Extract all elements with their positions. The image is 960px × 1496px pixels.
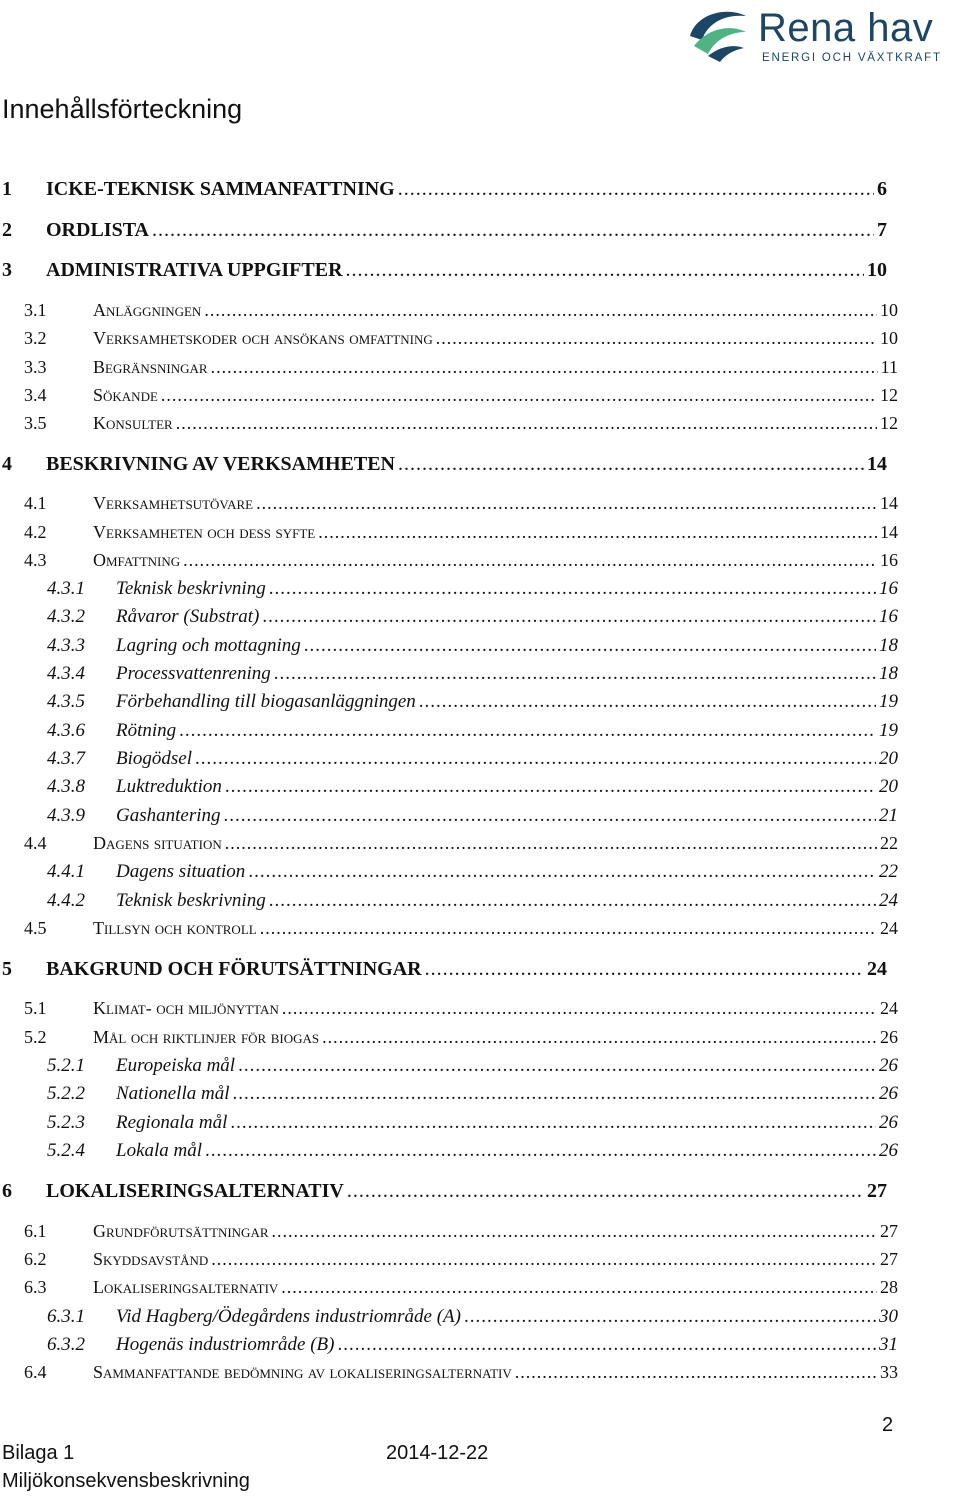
toc-entry-number: 4.5: [24, 918, 47, 938]
toc-entry-page: 10: [867, 259, 887, 281]
toc-entry-page: 10: [880, 328, 898, 348]
toc-entry-number: 1: [2, 178, 12, 200]
toc-entry-page: 11: [880, 357, 898, 377]
toc-entry-title: ADMINISTRATIVA UPPGIFTER: [46, 259, 343, 281]
toc-entry-number: 5.2.3: [47, 1112, 85, 1133]
toc-entry-title: Verksamheten och dess syfte: [93, 522, 316, 542]
toc-entry-number: 4.4: [24, 833, 47, 853]
toc-entry[interactable]: [2, 219, 887, 242]
toc-entry[interactable]: [47, 861, 898, 883]
toc-entry-number: 5.2.2: [47, 1083, 85, 1104]
toc-entry-title: Anläggningen: [93, 300, 202, 320]
toc-entry-page: 31: [879, 1334, 898, 1355]
toc-entry-page: 26: [879, 1140, 898, 1161]
toc-entry-page: 16: [880, 550, 898, 570]
toc-entry[interactable]: [24, 833, 898, 854]
logo-name: Rena hav: [758, 6, 934, 50]
toc-entry-page: 20: [879, 776, 898, 797]
toc-entry-page: 12: [880, 413, 898, 433]
toc-entry-page: 7: [877, 219, 887, 241]
toc-dot-leader: [281, 1277, 877, 1298]
toc-entry[interactable]: [47, 635, 898, 657]
toc-entry[interactable]: [47, 1112, 898, 1134]
toc-entry-page: 12: [880, 385, 898, 405]
toc-dot-leader: [347, 1180, 864, 1203]
toc-dot-leader: [318, 522, 877, 543]
toc-entry-number: 5.1: [24, 998, 47, 1018]
toc-entry[interactable]: [2, 958, 887, 981]
toc-entry-title: LOKALISERINGSALTERNATIV: [46, 1180, 344, 1202]
toc-entry-number: 3.5: [24, 413, 47, 433]
toc-entry-number: 3.4: [24, 385, 47, 405]
toc-entry[interactable]: [47, 890, 898, 912]
toc-entry-title: BAKGRUND OCH FÖRUTSÄTTNINGAR: [46, 958, 422, 980]
toc-entry-number: 6.3: [24, 1277, 47, 1297]
toc-entry-number: 4.3.7: [47, 748, 85, 769]
toc-dot-leader: [269, 890, 876, 912]
toc-entry-number: 3: [2, 259, 12, 281]
toc-entry-page: 19: [879, 691, 898, 712]
toc-entry-page: 14: [880, 522, 898, 542]
toc-entry-title: Dagens situation: [93, 833, 222, 853]
toc-entry-number: 6.3.1: [47, 1306, 85, 1327]
toc-dot-leader: [260, 918, 877, 939]
toc-entry-number: 4.3.2: [47, 606, 85, 627]
toc-entry-page: 21: [879, 805, 898, 826]
toc-entry[interactable]: [24, 1249, 898, 1270]
toc-entry-title: Klimat- och miljönyttan: [93, 998, 279, 1018]
toc-entry-page: 16: [879, 606, 898, 627]
toc-entry-page: 27: [880, 1249, 898, 1269]
toc-dot-leader: [436, 328, 877, 349]
toc-entry-title: Regionala mål: [116, 1112, 228, 1133]
toc-entry-number: 5: [2, 958, 12, 980]
toc-entry-page: 24: [867, 958, 887, 980]
toc-entry-title: ORDLISTA: [46, 219, 149, 241]
toc-entry-title: Teknisk beskrivning: [116, 578, 266, 599]
toc-entry-number: 4.2: [24, 522, 47, 542]
toc-entry-page: 22: [880, 833, 898, 853]
toc-entry-title: Begränsningar: [93, 357, 208, 377]
toc-entry-title: Sökande: [93, 385, 158, 405]
toc-entry-number: 6.3.2: [47, 1334, 85, 1355]
toc-entry[interactable]: [47, 663, 898, 685]
toc-entry[interactable]: [47, 1306, 898, 1328]
toc-entry-number: 3.3: [24, 357, 47, 377]
footer-attachment: Bilaga 1: [2, 1442, 75, 1464]
toc-dot-leader: [152, 219, 874, 242]
toc-entry[interactable]: [47, 1140, 898, 1162]
toc-entry[interactable]: [47, 691, 898, 713]
toc-dot-leader: [346, 259, 864, 282]
toc-dot-leader: [282, 998, 877, 1019]
toc-entry-number: 6: [2, 1180, 12, 1202]
toc-entry-page: 26: [879, 1112, 898, 1133]
toc-entry-title: Grundförutsättningar: [93, 1221, 269, 1241]
toc-dot-leader: [419, 691, 876, 713]
toc-entry[interactable]: [24, 998, 898, 1019]
toc-entry-title: Luktreduktion: [116, 776, 222, 797]
toc-entry-title: Dagens situation: [116, 861, 246, 882]
toc-entry-page: 26: [880, 1027, 898, 1047]
toc-entry-title: ICKE-TEKNISK SAMMANFATTNING: [46, 178, 395, 200]
toc-entry-title: Hogenäs industriområde (B): [116, 1334, 335, 1355]
toc-entry-title: Europeiska mål: [116, 1055, 236, 1076]
toc-entry-number: 4.1: [24, 493, 47, 513]
toc-entry-page: 16: [879, 578, 898, 599]
toc-entry[interactable]: [47, 805, 898, 827]
toc-entry-number: 3.2: [24, 328, 47, 348]
toc-entry-number: 5.2: [24, 1027, 47, 1047]
toc-entry[interactable]: [47, 1083, 898, 1105]
toc-entry-title: Omfattning: [93, 550, 181, 570]
toc-entry-title: Skyddsavstånd: [93, 1249, 209, 1269]
toc-entry[interactable]: [47, 748, 898, 770]
toc-entry-title: Konsulter: [93, 413, 173, 433]
toc-entry-title: Lokaliseringsalternativ: [93, 1277, 279, 1297]
toc-dot-leader: [204, 300, 877, 321]
toc-entry-page: 26: [879, 1055, 898, 1076]
toc-entry[interactable]: [24, 1027, 898, 1048]
toc-entry-number: 6.2: [24, 1249, 47, 1269]
toc-entry[interactable]: [47, 1334, 898, 1356]
toc-entry[interactable]: [24, 522, 898, 543]
toc-dot-leader: [515, 1362, 877, 1383]
toc-entry-title: Rötning: [116, 720, 177, 741]
toc-entry-page: 14: [880, 493, 898, 513]
toc-entry-number: 4: [2, 453, 12, 475]
toc-entry-page: 33: [880, 1362, 898, 1382]
toc-dot-leader: [304, 635, 876, 657]
toc-entry-page: 24: [880, 918, 898, 938]
toc-entry[interactable]: [2, 453, 887, 476]
toc-entry-number: 5.2.1: [47, 1055, 85, 1076]
toc-entry-number: 4.3.5: [47, 691, 85, 712]
toc-entry[interactable]: [2, 178, 887, 201]
toc-dot-leader: [195, 748, 876, 770]
toc-dot-leader: [322, 1027, 877, 1048]
toc-entry-number: 4.3.8: [47, 776, 85, 797]
toc-entry[interactable]: [2, 259, 887, 282]
toc-entry-title: Nationella mål: [116, 1083, 230, 1104]
toc-entry-title: Verksamhetskoder och ansökans omfattning: [93, 328, 433, 348]
toc-entry-page: 28: [880, 1277, 898, 1297]
toc-entry[interactable]: [2, 1180, 887, 1203]
toc-dot-leader: [274, 663, 876, 685]
toc-entry-page: 24: [879, 890, 898, 911]
toc-dot-leader: [337, 1334, 876, 1356]
toc-entry[interactable]: [24, 550, 898, 571]
toc-entry[interactable]: [47, 1055, 898, 1077]
toc-entry-title: Verksamhetsutövare: [93, 493, 254, 513]
toc-entry[interactable]: [24, 1362, 898, 1383]
toc-entry-number: 4.3.4: [47, 663, 85, 684]
toc-entry-page: 20: [879, 748, 898, 769]
toc-entry[interactable]: [24, 1221, 898, 1242]
toc-entry-title: Processvattenrening: [116, 663, 271, 684]
toc-dot-leader: [183, 550, 877, 571]
toc-entry-title: Teknisk beskrivning: [116, 890, 266, 911]
toc-entry-number: 4.4.1: [47, 861, 85, 882]
page-title: Innehållsförteckning: [2, 94, 243, 124]
toc-dot-leader: [205, 1140, 876, 1162]
toc-entry-title: BESKRIVNING AV VERKSAMHETEN: [46, 453, 395, 475]
footer-document-name: Miljökonsekvensbeskrivning: [2, 1470, 250, 1492]
toc-entry-page: 24: [880, 998, 898, 1018]
toc-dot-leader: [179, 720, 876, 742]
toc-dot-leader: [248, 861, 876, 883]
toc-entry[interactable]: [24, 328, 898, 349]
wave-logo-icon: [686, 6, 750, 64]
toc-entry-page: 10: [880, 300, 898, 320]
toc-dot-leader: [238, 1055, 876, 1077]
page-number: 2: [882, 1414, 894, 1436]
toc-entry[interactable]: [24, 1277, 898, 1298]
toc-entry-number: 2: [2, 219, 12, 241]
toc-dot-leader: [211, 357, 878, 378]
toc-dot-leader: [425, 958, 864, 981]
toc-entry-number: 5.2.4: [47, 1140, 85, 1161]
toc-entry-title: Lokala mål: [116, 1140, 203, 1161]
toc-entry-number: 4.3.6: [47, 720, 85, 741]
toc-dot-leader: [262, 606, 876, 628]
toc-entry[interactable]: [47, 578, 898, 600]
toc-entry[interactable]: [47, 776, 898, 798]
toc-entry[interactable]: [47, 606, 898, 628]
toc-entry-page: 26: [879, 1083, 898, 1104]
toc-entry-title: Mål och riktlinjer för biogas: [93, 1027, 320, 1047]
toc-entry-title: Gashantering: [116, 805, 221, 826]
toc-entry[interactable]: [24, 300, 898, 321]
toc-entry[interactable]: [24, 357, 898, 378]
toc-entry[interactable]: [24, 413, 898, 434]
toc-entry-title: Förbehandling till biogasanläggningen: [116, 691, 416, 712]
toc-entry-page: 18: [879, 635, 898, 656]
toc-entry-page: 19: [879, 720, 898, 741]
toc-dot-leader: [269, 578, 876, 600]
toc-entry[interactable]: [47, 720, 898, 742]
footer-date: 2014-12-22: [386, 1442, 489, 1464]
toc-entry-page: 6: [877, 178, 887, 200]
toc-dot-leader: [230, 1112, 876, 1134]
toc-entry-page: 27: [880, 1221, 898, 1241]
toc-dot-leader: [161, 385, 877, 406]
toc-entry-number: 3.1: [24, 300, 47, 320]
toc-entry[interactable]: [24, 493, 898, 514]
toc-dot-leader: [464, 1306, 876, 1328]
toc-entry-number: 4.3.9: [47, 805, 85, 826]
toc-dot-leader: [398, 178, 874, 201]
toc-entry-number: 4.3: [24, 550, 47, 570]
toc-entry-number: 4.3.3: [47, 635, 85, 656]
logo-tagline: ENERGI OCH VÄXTKRAFT: [762, 52, 942, 64]
toc-entry-title: Lagring och mottagning: [116, 635, 301, 656]
toc-entry-number: 6.4: [24, 1362, 47, 1382]
toc-entry-title: Sammanfattande bedömning av lokaliseringsalternativ: [93, 1362, 512, 1382]
toc-dot-leader: [225, 776, 876, 798]
toc-entry-title: Tillsyn och kontroll: [93, 918, 257, 938]
toc-dot-leader: [232, 1083, 876, 1105]
toc-entry-title: Råvaror (Substrat): [116, 606, 260, 627]
toc-entry-page: 27: [867, 1180, 887, 1202]
toc-entry-number: 4.4.2: [47, 890, 85, 911]
toc-entry-title: Vid Hagberg/Ödegårdens industriområde (A): [116, 1306, 461, 1327]
toc-entry-page: 30: [879, 1306, 898, 1327]
toc-entry[interactable]: [24, 385, 898, 406]
toc-dot-leader: [256, 493, 877, 514]
toc-entry[interactable]: [24, 918, 898, 939]
toc-dot-leader: [176, 413, 877, 434]
toc-entry-page: 18: [879, 663, 898, 684]
toc-dot-leader: [398, 453, 864, 476]
toc-entry-number: 4.3.1: [47, 578, 85, 599]
toc-entry-page: 22: [879, 861, 898, 882]
toc-entry-title: Biogödsel: [116, 748, 192, 769]
toc-dot-leader: [272, 1221, 877, 1242]
toc-dot-leader: [224, 805, 877, 827]
rena-hav-logo: [686, 2, 958, 72]
toc-dot-leader: [211, 1249, 877, 1270]
toc-dot-leader: [225, 833, 877, 854]
toc-entry-number: 6.1: [24, 1221, 47, 1241]
toc-entry-page: 14: [867, 453, 887, 475]
